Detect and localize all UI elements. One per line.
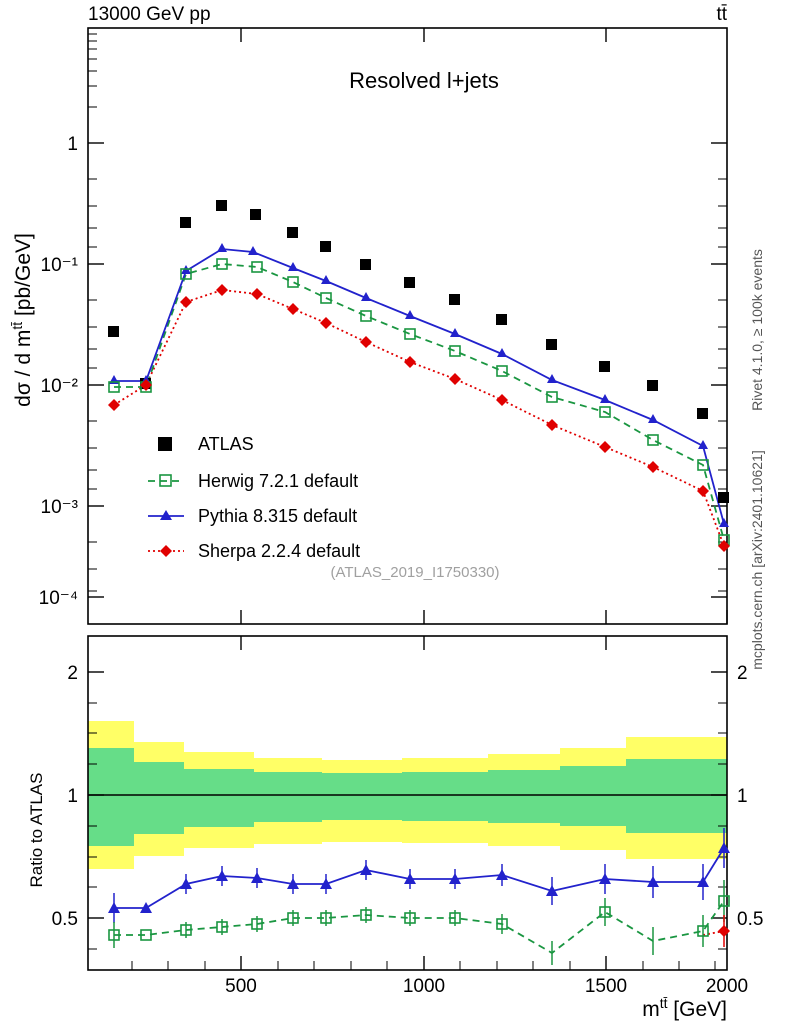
ratio-xtick-1500: 1500 bbox=[584, 976, 628, 997]
ratio-ytick-1-right: 1 bbox=[737, 786, 748, 807]
main-ytick-2: 10⁻¹ bbox=[40, 255, 78, 276]
svg-text:dσ / d mtt̄ [pb/GeV]: dσ / d $m^{tt̄}$ [pb/GeV] bbox=[9, 233, 35, 407]
main-ytick-5: 10⁻⁴ bbox=[38, 588, 78, 609]
ratio-xlabel: $m^{tt̄}$ [GeV] bbox=[642, 995, 727, 1021]
header-right-label: tt̄ bbox=[716, 4, 727, 25]
mcplots-reference-label: mcplots.cern.ch [arXiv:2401.10621] bbox=[749, 450, 765, 670]
ratio-errorbars-herwig bbox=[114, 880, 724, 965]
main-ytick-3: 10⁻² bbox=[40, 376, 78, 397]
rivet-version-label: Rivet 4.1.0, ≥ 100k events bbox=[749, 249, 765, 411]
ratio-ylabel: Ratio to ATLAS bbox=[27, 772, 46, 888]
legend-label-herwig: Herwig 7.2.1 default bbox=[198, 471, 359, 491]
legend-marker-atlas bbox=[158, 437, 172, 451]
ratio-points-sherpa bbox=[718, 915, 730, 947]
ratio-ytick-05-right: 0.5 bbox=[737, 909, 764, 930]
ratio-panel bbox=[27, 636, 763, 1021]
ratio-ytick-2-right: 2 bbox=[737, 663, 748, 684]
ratio-xtick-2000: 2000 bbox=[705, 976, 749, 997]
main-title: Resolved l+jets bbox=[349, 68, 499, 93]
main-panel-frame bbox=[88, 28, 727, 624]
main-panel bbox=[9, 28, 730, 624]
ratio-ytick-05-left: 0.5 bbox=[51, 909, 78, 930]
analysis-watermark: (ATLAS_2019_I1750330) bbox=[330, 564, 500, 581]
legend-label-atlas: ATLAS bbox=[198, 434, 254, 454]
legend-label-pythia: Pythia 8.315 default bbox=[198, 506, 358, 526]
ratio-xtick-500: 500 bbox=[225, 976, 257, 997]
ratio-xtick-1000: 1000 bbox=[402, 976, 446, 997]
header-left-label: 13000 GeV pp bbox=[88, 4, 211, 25]
main-ylabel bbox=[9, 233, 35, 407]
ratio-ytick-1-left: 1 bbox=[67, 786, 78, 807]
main-ytick-4: 10⁻³ bbox=[40, 497, 78, 518]
ratio-ytick-2-left: 2 bbox=[67, 663, 78, 684]
legend-label-sherpa: Sherpa 2.2.4 default bbox=[198, 541, 361, 561]
ratio-line-herwig bbox=[114, 901, 724, 953]
main-ytick-1: 1 bbox=[67, 134, 78, 155]
